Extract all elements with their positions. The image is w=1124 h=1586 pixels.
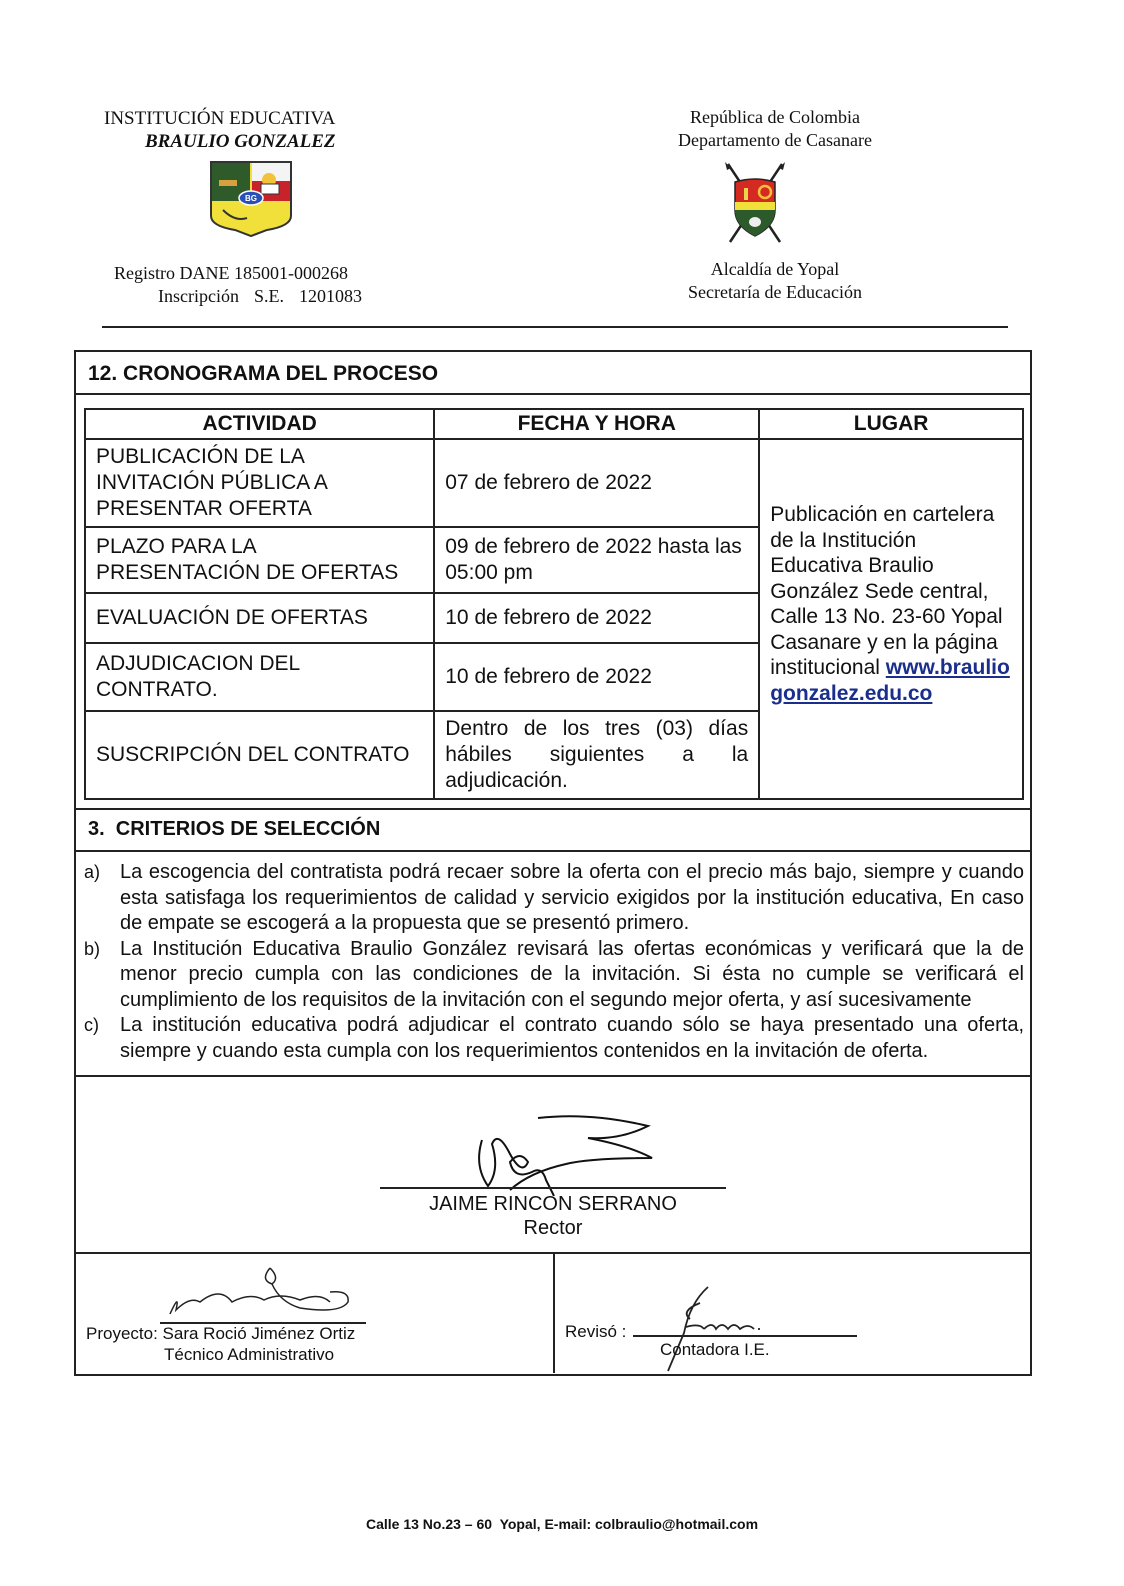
- actividad-cell: SUSCRIPCIÓN DEL CONTRATO: [85, 711, 434, 799]
- item-text: La institución educativa podrá adjudicar el contrato cuando sólo se haya presentado una oferta, siempre y cuando esta cumpla con los requerimientos contenidos en la invitación de oferta.: [120, 1014, 1024, 1062]
- cronograma-title: 12. CRONOGRAMA DEL PROCESO: [88, 362, 439, 385]
- list-item: [84, 1013, 1024, 1064]
- department-label: Departamento de Casanare: [678, 130, 872, 150]
- item-letter: b): [84, 938, 101, 959]
- signature-column-divider: [553, 1253, 555, 1373]
- table-row: [85, 439, 1023, 527]
- header-divider: [102, 326, 1008, 328]
- list-item: [84, 937, 1024, 1014]
- item-text: La escogencia del contratista podrá recaer sobre la oferta con el precio más bajo, siempre y cuando esta satisfaga los requerimientos de calidad y servicio exigidos por la institución educativa, En caso de empate se escogerá a la propuesta que se presentó primero.: [120, 861, 1024, 934]
- column-header-lugar: LUGAR: [759, 409, 1023, 439]
- proyecto-signature-icon: [140, 1262, 380, 1322]
- column-header-fecha: FECHA Y HORA: [434, 409, 759, 439]
- country-label: República de Colombia: [690, 107, 860, 127]
- actividad-cell: EVALUACIÓN DE OFERTAS: [85, 593, 434, 643]
- item-letter: a): [84, 862, 101, 882]
- rector-role: Rector: [523, 1217, 583, 1239]
- alcaldia-label: Alcaldía de Yopal: [710, 259, 840, 279]
- fecha-cell: Dentro de los tres (03) días hábiles siguientes a la adjudicación.: [434, 711, 759, 799]
- institution-name: INSTITUCIÓN EDUCATIVA: [104, 108, 336, 129]
- header-right-bottom: [645, 258, 905, 304]
- registro-dane: Registro DANE 185001-000268: [114, 263, 348, 283]
- rector-block: [380, 1192, 726, 1240]
- proyecto-role: Técnico Administrativo: [164, 1345, 335, 1364]
- inscripcion-se: Inscripción S.E. 1201083: [158, 286, 362, 306]
- footer-address: Calle 13 No.23 – 60 Yopal, E-mail: colbraulio@hotmail.com: [365, 1516, 759, 1532]
- rector-signature-line: [380, 1187, 726, 1189]
- lugar-cell: [759, 439, 1023, 799]
- item-letter: c): [84, 1015, 99, 1035]
- section-divider: [74, 393, 1032, 395]
- fecha-cell: 09 de febrero de 2022 hasta las 05:00 pm: [434, 527, 759, 593]
- header-right-top: [645, 106, 905, 152]
- fecha-cell: 10 de febrero de 2022: [434, 643, 759, 711]
- proyecto-block: [86, 1323, 355, 1344]
- lugar-text: Publicación en cartelera de la Institución Educativa Braulio González Sede central, Calle 13 No. 23-60 Yopal Casanare y en la página institucional: [770, 503, 1003, 679]
- section-divider: [74, 808, 1032, 810]
- reviso-label: Revisó :: [565, 1322, 627, 1341]
- section-divider: [74, 850, 1032, 852]
- item-text: La Institución Educativa Braulio González revisará las ofertas económicas y verificará que la de menor precio cumpla con las condiciones de la invitación. Si ésta no cumple se verificará el cumplimiento de los requisitos de la invitación con el segundo mejor oferta, y así sucesivamente: [120, 937, 1024, 1011]
- fecha-cell: 07 de febrero de 2022: [434, 439, 759, 527]
- cronograma-table: [84, 408, 1024, 800]
- rector-name: JAIME RINCON SERRANO: [429, 1193, 677, 1215]
- proyecto-name: Sara Roció Jiménez Ortiz: [162, 1324, 356, 1343]
- svg-text:BG: BG: [245, 194, 257, 203]
- reviso-role: Contadora I.E.: [660, 1340, 770, 1359]
- column-header-actividad: ACTIVIDAD: [85, 409, 434, 439]
- secretaria-label: Secretaría de Educación: [688, 282, 862, 302]
- rector-signature-icon: [470, 1110, 670, 1196]
- school-crest-icon: [209, 160, 293, 238]
- actividad-cell: ADJUDICACION DEL CONTRATO.: [85, 643, 434, 711]
- table-header-row: [85, 409, 1023, 439]
- actividad-cell: PLAZO PARA LA PRESENTACIÓN DE OFERTAS: [85, 527, 434, 593]
- list-item: [84, 860, 1024, 937]
- institution-subname: BRAULIO GONZALEZ: [145, 131, 336, 152]
- yopal-coat-of-arms-icon: [722, 160, 788, 246]
- actividad-cell: PUBLICACIÓN DE LA INVITACIÓN PÚBLICA A PRESENTAR OFERTA: [85, 439, 434, 527]
- proyecto-label: Proyecto:: [86, 1324, 158, 1343]
- reviso-signature-line: [633, 1335, 857, 1337]
- criterios-list: [84, 860, 1024, 1064]
- institution-website-link[interactable]: www.brauliogonzalez.edu.co: [770, 656, 1010, 705]
- fecha-cell: 10 de febrero de 2022: [434, 593, 759, 643]
- criterios-title: 3. CRITERIOS DE SELECCIÓN: [88, 818, 381, 840]
- section-divider: [74, 1075, 1032, 1077]
